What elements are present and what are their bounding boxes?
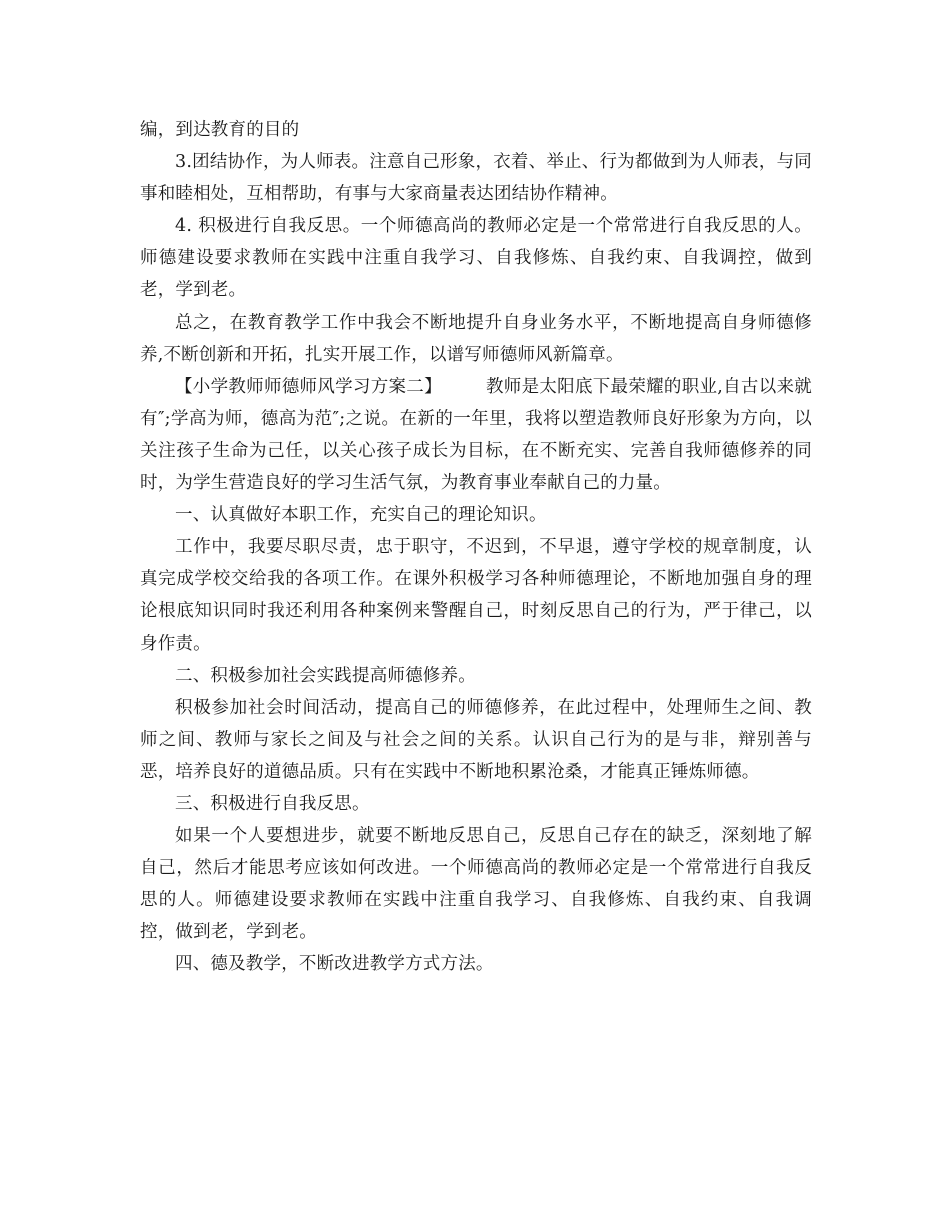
paragraph-self-reflection: 4. 积极进行自我反思。一个师德高尚的教师必定是一个常常进行自我反思的人。师德建设要求教师在实践中注重自我学习、自我修炼、自我约束、自我调控，做到老，学到老。 <box>140 216 812 301</box>
section-heading-plan-two: 【小学教师师德师风学习方案二】 <box>175 376 442 397</box>
paragraph-plan-two <box>140 371 812 499</box>
heading-item-three: 三、积极进行自我反思。 <box>175 793 370 814</box>
heading-item-four: 四、德及教学，不断改进教学方式方法。 <box>175 954 494 975</box>
plan-two-body: 教师是太阳底下最荣耀的职业,自古以来就有″;学高为师，德高为范″;之说。在新的一年里，我将以塑造教师良好形象为方向，以关注孩子生命为己任，以关心孩子成长为目标，在不断充实、完善自我师德修养的同时，为学生营造良好的学习生活气氛，为教育事业奉献自己的力量。 <box>140 376 812 494</box>
paragraph-continuation: 编，到达教育的目的 <box>140 120 300 140</box>
document-body <box>140 114 812 981</box>
paragraph-unity-cooperation: 3.团结协作，为人师表。注意自己形象，衣着、举止、行为都做到为人师表，与同事和睦相处，互相帮助，有事与大家商量表达团结协作精神。 <box>140 152 812 205</box>
heading-item-two: 二、积极参加社会实践提高师德修养。 <box>175 665 476 686</box>
paragraph-item-one-body: 工作中，我要尽职尽责，忠于职守，不迟到，不早退，遵守学校的规章制度，认真完成学校交给我的各项工作。在课外积极学习各种师德理论，不断地加强自身的理论根底知识同时我还利用各种案例来警醒自己，时刻反思自己的行为，严于律己，以身作责。 <box>140 537 812 654</box>
heading-item-one: 一、认真做好本职工作，充实自己的理论知识。 <box>175 505 547 526</box>
paragraph-item-three-body: 如果一个人要想进步，就要不断地反思自己，反思自己存在的缺乏，深刻地了解自己，然后才能思考应该如何改进。一个师德高尚的教师必定是一个常常进行自我反思的人。师德建设要求教师在实践中注重自我学习、自我修炼、自我约束、自我调控，做到老，学到老。 <box>140 826 812 943</box>
paragraph-item-two-body: 积极参加社会时间活动，提高自己的师德修养，在此过程中，处理师生之间、教师之间、教师与家长之间及与社会之间的关系。认识自己行为的是与非，辩别善与恶，培养良好的道德品质。只有在实践中不断地积累沧桑，才能真正锤炼师德。 <box>140 697 812 782</box>
paragraph-summary: 总之，在教育教学工作中我会不断地提升自身业务水平，不断地提高自身师德修养,不断创新和开拓，扎实开展工作，以谱写师德师风新篇章。 <box>140 312 812 365</box>
